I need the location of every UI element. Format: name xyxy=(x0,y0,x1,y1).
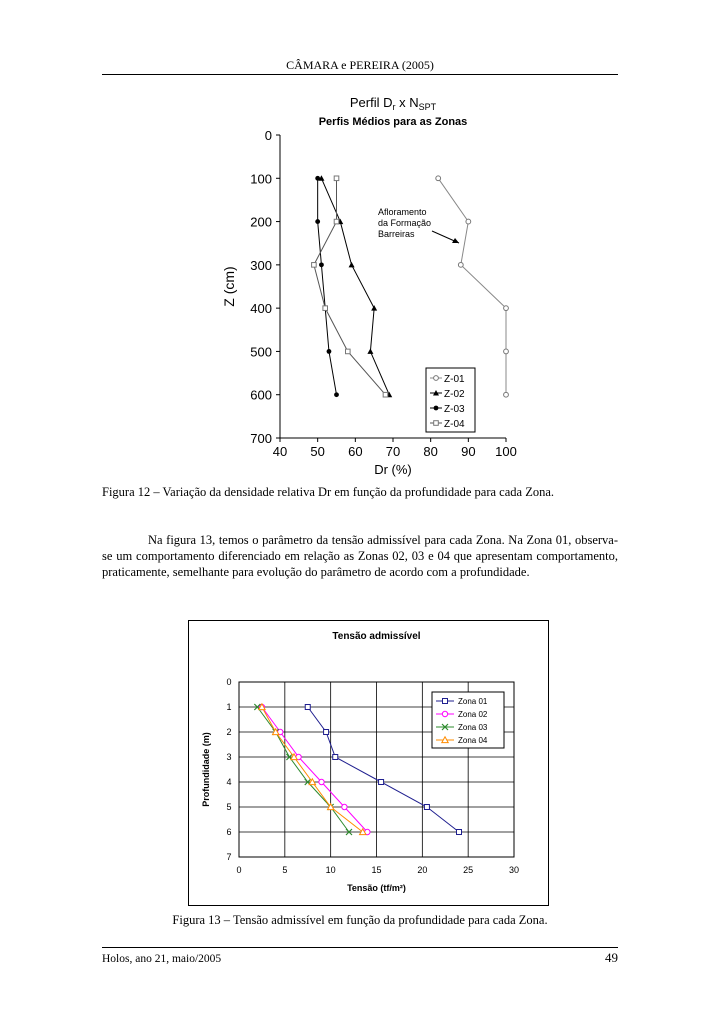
y-tick-label: 7 xyxy=(226,852,232,862)
data-point xyxy=(383,392,388,397)
legend-label: Zona 01 xyxy=(458,697,488,706)
y-tick-label: 0 xyxy=(264,128,272,143)
y-tick-label: 500 xyxy=(250,344,272,360)
legend-label: Z-02 xyxy=(444,389,465,400)
chart-title: Tensão admissível xyxy=(332,631,421,642)
legend-marker xyxy=(434,406,439,411)
x-tick-label: 25 xyxy=(463,865,474,875)
annotation-text: Afloramento xyxy=(378,207,427,217)
series-line xyxy=(318,178,337,394)
data-point xyxy=(504,306,509,311)
y-tick-label: 600 xyxy=(250,387,272,403)
figure-13-caption: Figura 13 – Tensão admissível em função da profundidade para cada Zona. xyxy=(172,913,548,927)
data-point xyxy=(436,176,441,181)
data-point xyxy=(334,219,339,224)
running-header: CÂMARA e PEREIRA (2005) xyxy=(286,58,434,72)
series-zona-04 xyxy=(259,704,366,835)
y-tick-label: 4 xyxy=(226,777,232,787)
data-point xyxy=(305,705,310,710)
x-axis-label: Dr (%) xyxy=(374,462,412,477)
data-point xyxy=(504,349,509,354)
x-tick-label: 0 xyxy=(236,865,242,875)
x-tick-label: 40 xyxy=(272,444,288,459)
data-point xyxy=(349,262,355,268)
y-tick-label: 2 xyxy=(226,727,232,737)
figure-12-caption: Figura 12 – Variação da densidade relativa Dr em função da profundidade para cada Zona. xyxy=(102,485,555,499)
legend-label: Z-01 xyxy=(444,374,465,385)
legend-label: Zona 04 xyxy=(458,736,488,745)
body-paragraph: Na figura 13, temos o parâmetro da tensão admissível para cada Zona. Na Zona 01, observa-se um comportamento diferenciado em relação as Zonas 02, 03 e 04 que apresentam comportamento, praticamente, semelhante para evolução do parâmetro de acordo com a profundidade. xyxy=(102,533,618,579)
y-tick-label: 1 xyxy=(226,702,232,712)
y-axis-label: Profundidade (m) xyxy=(201,732,211,807)
series-line xyxy=(438,178,506,394)
y-tick-label: 200 xyxy=(250,214,272,230)
data-point xyxy=(371,305,377,311)
data-point xyxy=(319,262,324,267)
x-tick-label: 80 xyxy=(423,444,438,459)
annotation-text: Barreiras xyxy=(378,229,415,239)
y-axis-label: Z (cm) xyxy=(221,266,237,307)
data-point xyxy=(333,755,338,760)
data-point xyxy=(315,219,320,224)
x-tick-label: 10 xyxy=(325,865,336,875)
figure-13-frame xyxy=(188,620,549,906)
chart-title: Perfil $D_r$ x $N_{SPT}$ xyxy=(349,95,437,112)
data-point xyxy=(312,263,317,268)
x-axis-label: Tensão (tf/m²) xyxy=(347,883,406,893)
legend xyxy=(432,692,504,748)
legend-marker xyxy=(434,421,439,426)
data-point xyxy=(334,176,339,181)
x-tick-label: 15 xyxy=(371,865,382,875)
x-tick-label: 30 xyxy=(508,865,520,875)
data-point xyxy=(367,348,373,354)
y-tick-label: 400 xyxy=(250,301,272,317)
series-line xyxy=(262,707,363,832)
data-point xyxy=(379,780,384,785)
x-tick-label: 5 xyxy=(282,865,288,875)
x-tick-label: 60 xyxy=(348,444,363,459)
figure-13-chart xyxy=(189,621,548,905)
data-point xyxy=(346,349,351,354)
legend-label: Zona 03 xyxy=(458,723,488,732)
footer-rule xyxy=(102,947,618,948)
legend-label: Z-04 xyxy=(444,419,465,430)
x-tick-label: 100 xyxy=(495,444,517,459)
y-tick-label: 300 xyxy=(250,257,272,273)
data-point xyxy=(319,779,324,784)
chart-subtitle: Perfis Médios para as Zonas xyxy=(318,116,468,128)
footer-citation: Holos, ano 21, maio/2005 xyxy=(102,953,222,965)
data-point xyxy=(424,805,429,810)
data-point xyxy=(327,349,332,354)
y-tick-label: 6 xyxy=(226,827,232,837)
x-tick-label: 20 xyxy=(417,865,428,875)
page-number: 49 xyxy=(605,950,618,965)
data-point xyxy=(315,176,320,181)
data-point xyxy=(342,804,347,809)
legend-marker xyxy=(434,376,439,381)
x-tick-label: 70 xyxy=(385,444,401,459)
y-tick-label: 3 xyxy=(226,752,232,762)
legend-label: Zona 02 xyxy=(458,710,488,719)
data-point xyxy=(323,306,328,311)
data-point xyxy=(334,392,339,397)
x-tick-label: 90 xyxy=(461,444,476,459)
data-point xyxy=(504,392,509,397)
data-point xyxy=(466,219,471,224)
data-point xyxy=(457,830,462,835)
y-tick-label: 5 xyxy=(226,802,232,812)
y-tick-label: 100 xyxy=(250,171,272,187)
annotation-text: da Formação xyxy=(378,218,432,228)
y-tick-label: 700 xyxy=(250,431,272,446)
legend xyxy=(426,368,475,432)
data-point xyxy=(458,262,463,267)
legend-marker xyxy=(443,699,448,704)
header-rule xyxy=(102,74,618,75)
legend-marker xyxy=(442,711,447,716)
y-tick-label: 0 xyxy=(226,677,232,687)
data-point xyxy=(324,730,329,735)
x-tick-label: 50 xyxy=(310,444,325,459)
legend-label: Z-03 xyxy=(444,404,465,415)
figure-12-chart xyxy=(200,90,540,480)
series-line xyxy=(262,707,367,832)
series-z-01 xyxy=(436,176,509,397)
series-zona-02 xyxy=(259,704,370,834)
